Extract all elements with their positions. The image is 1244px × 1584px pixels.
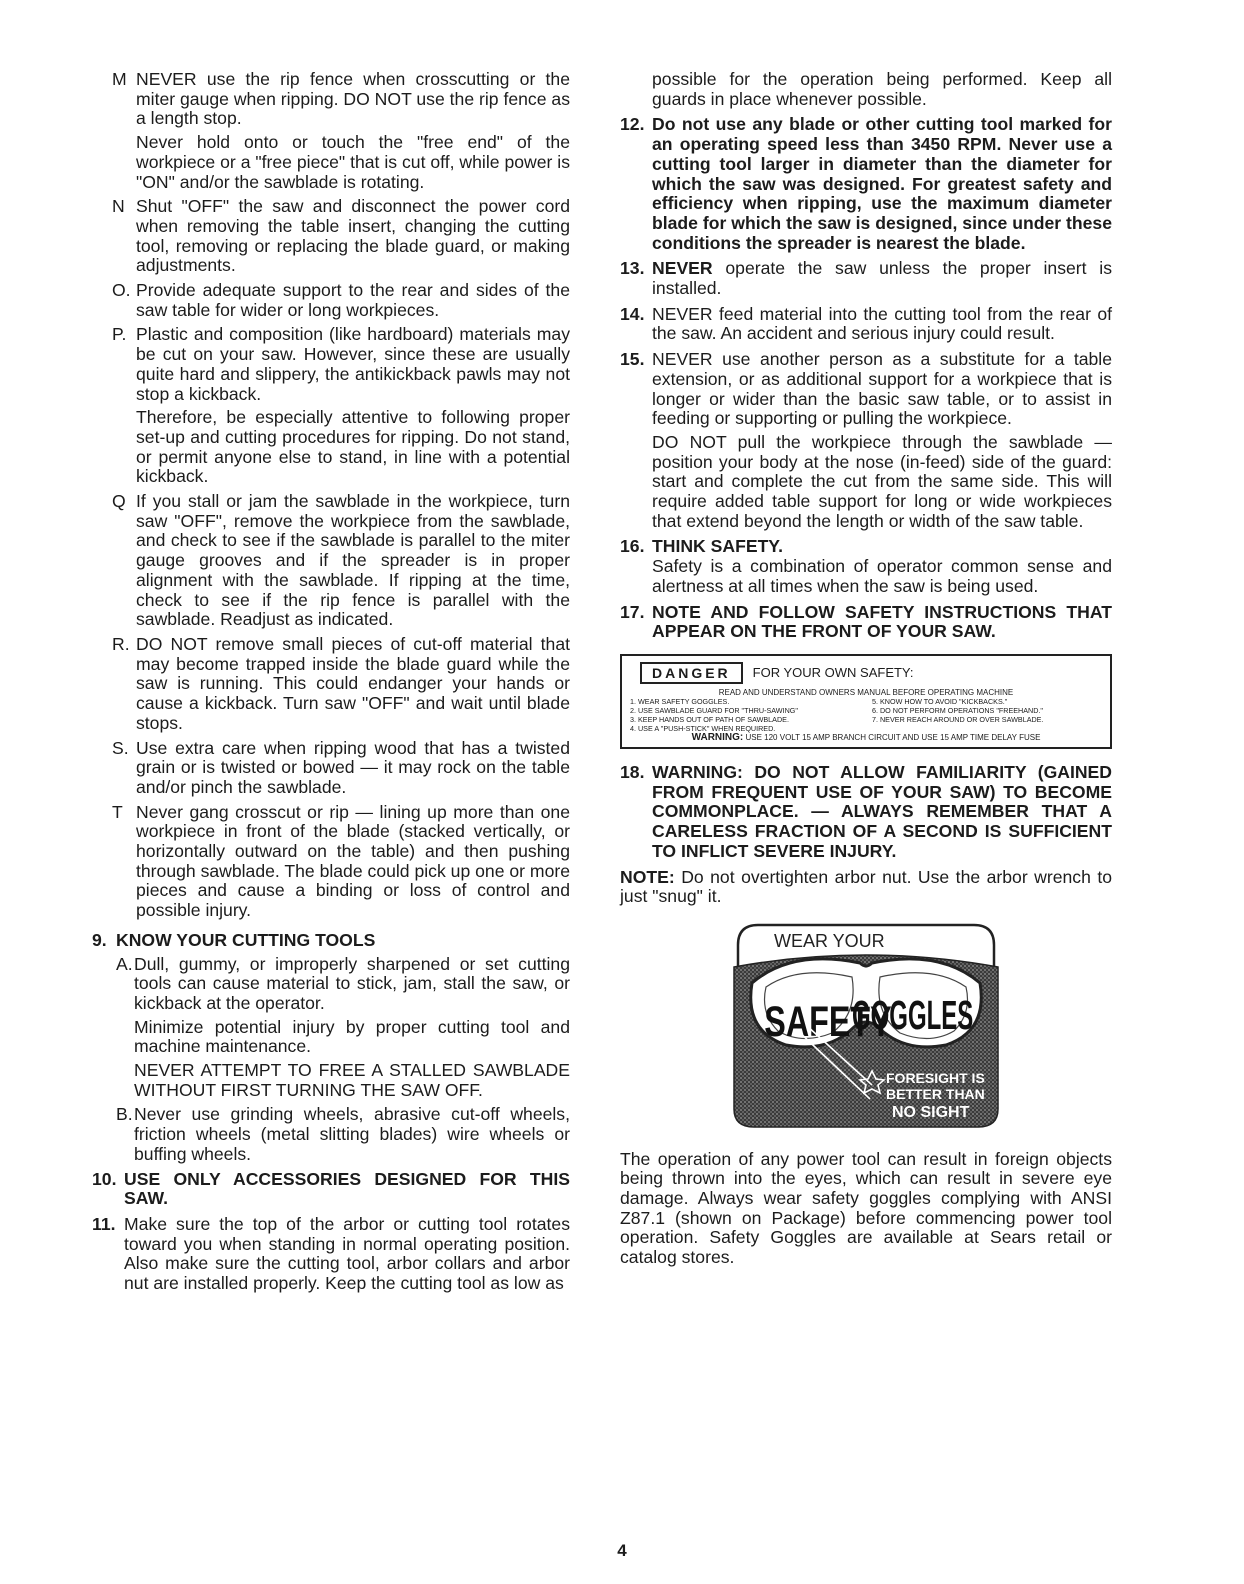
paragraph: Shut "OFF" the saw and disconnect the power cord when removing the table insert, changing the cutting tool, removing or replacing the blade guard, or making adjustments. bbox=[136, 196, 570, 276]
danger-label-box bbox=[620, 654, 1112, 749]
paragraph: NEVER ATTEMPT TO FREE A STALLED SAWBLADE WITHOUT FIRST TURNING THE SAW OFF. bbox=[134, 1060, 570, 1100]
closing-paragraph: The operation of any power tool can result in foreign objects being thrown into the eyes, which can result in severe eye damage. Always wear safety goggles complying with ANSI Z87.1 (shown on Package) before commencing power tool operation. Safety Goggles are available at Sears retail or catalog stores. bbox=[620, 1148, 1112, 1268]
numbered-item-18 bbox=[620, 763, 1112, 862]
item-q bbox=[92, 492, 570, 630]
item-text: Do not use any blade or other cutting tool marked for an operating speed less than 3450 RPM. Never use a cutting tool larger in diameter than the diameter for which the saw was designed. For greatest safety and efficiency when ripping, use the maximum diameter blade for which the saw is designed, since under these conditions the spreader is nearest the blade. bbox=[652, 114, 1112, 253]
item-marker: M bbox=[112, 69, 127, 89]
section-heading-9 bbox=[92, 931, 570, 951]
page-number: 4 bbox=[617, 1541, 627, 1560]
item-text: NEVER feed material into the cutting tool from the rear of the saw. An accident and serious injury could result. bbox=[652, 303, 1112, 344]
item-marker: Q bbox=[112, 491, 126, 512]
item-text: NOTE AND FOLLOW SAFETY INSTRUCTIONS THAT APPEAR ON THE FRONT OF YOUR SAW. bbox=[652, 601, 1112, 642]
goggle-word-goggles: GOGGLES bbox=[852, 993, 974, 1039]
item-marker: A. bbox=[116, 953, 133, 974]
danger-rules bbox=[630, 697, 1102, 733]
paragraph: NEVER use another person as a substitute for a table extension, or as additional support for a workpiece that is longer or wider than the basic saw table, or to assist in feeding or supporting or pulling the workpiece. bbox=[652, 349, 1112, 429]
item-text-rest: operate the saw unless the proper insert is installed. bbox=[652, 258, 1112, 299]
safety-goggles-graphic bbox=[732, 921, 1000, 1134]
item-text: USE ONLY ACCESSORIES DESIGNED FOR THIS SAW. bbox=[124, 1168, 570, 1209]
item-a bbox=[92, 955, 570, 1101]
item-marker: N bbox=[112, 196, 125, 217]
item-title: THINK SAFETY. bbox=[652, 536, 783, 557]
danger-read-manual: READ AND UNDERSTAND OWNERS MANUAL BEFORE OPERATING MACHINE bbox=[718, 687, 1014, 697]
danger-warning bbox=[630, 733, 1102, 742]
danger-heading: FOR YOUR OWN SAFETY: bbox=[752, 664, 914, 680]
paragraph: If you stall or jam the sawblade in the workpiece, turn saw "OFF", remove the workpiece from the sawblade, and check to see if the sawblade is parallel to the miter gauge grooves and if the spreader is in proper alignment with the sawblade. If ripping at the time, check to see if the rip fence is parallel with the sawblade. Readjust as indicated. bbox=[136, 491, 570, 630]
item-m bbox=[92, 70, 570, 192]
item-text bbox=[652, 259, 1112, 298]
danger-rule: 3. KEEP HANDS OUT OF PATH OF SAWBLADE. bbox=[630, 714, 789, 724]
left-column bbox=[92, 70, 570, 1300]
paragraph: Never gang crosscut or rip — lining up more than one workpiece in front of the blade (stacked vertically, or horizontally outward on the table) and then pushing through sawblade. The blade could pick up one or more pieces and cause a binding or loss of control and possible injury. bbox=[136, 801, 570, 921]
numbered-item-16 bbox=[620, 537, 1112, 596]
numbered-item-15 bbox=[620, 350, 1112, 531]
danger-rule: 7. NEVER REACH AROUND OR OVER SAWBLADE. bbox=[872, 714, 1044, 724]
numbered-item-17 bbox=[620, 603, 1112, 642]
paragraph: Dull, gummy, or improperly sharpened or set cutting tools can cause material to stick, jam, stall the saw, or kickback at the operator. bbox=[134, 953, 570, 1013]
danger-rule: 5. KNOW HOW TO AVOID "KICKBACKS." bbox=[872, 696, 1008, 706]
item-marker: R. bbox=[112, 633, 130, 654]
item-number: 14. bbox=[620, 303, 645, 324]
danger-rule: 4. USE A "PUSH-STICK" WHEN REQUIRED. bbox=[630, 723, 776, 733]
banner-text: WEAR YOUR bbox=[774, 930, 885, 951]
paragraph: DO NOT pull the workpiece through the sawblade — position your body at the nose (in-feed) side of the guard: start and complete the cut from the same side. This will require added table support for long or wide workpieces that extend beyond the length or width of the saw table. bbox=[652, 431, 1112, 531]
numbered-item-12 bbox=[620, 115, 1112, 253]
slogan-line-2: BETTER THAN bbox=[886, 1085, 985, 1102]
danger-rule: 2. USE SAWBLADE GUARD FOR "THRU-SAWING" bbox=[630, 705, 798, 715]
note-paragraph bbox=[620, 868, 1112, 907]
warning-text: USE 120 VOLT 15 AMP BRANCH CIRCUIT AND USE 15 AMP TIME DELAY FUSE bbox=[743, 732, 1041, 742]
numbered-item-13 bbox=[620, 259, 1112, 298]
danger-rule bbox=[872, 724, 1102, 733]
item-text: Safety is a combination of operator common sense and alertness at all times when the saw is being used. bbox=[652, 556, 1112, 596]
item-o bbox=[92, 281, 570, 320]
paragraph: Never hold onto or touch the "free end" of the workpiece or a "free piece" that is cut off, while power is "ON" and/or the sawblade is rotating. bbox=[136, 132, 570, 192]
goggles-illustration bbox=[732, 921, 1000, 1129]
emphasis: NEVER bbox=[652, 258, 713, 279]
danger-rule: 6. DO NOT PERFORM OPERATIONS "FREEHAND." bbox=[872, 705, 1043, 715]
paragraph: Minimize potential injury by proper cutting tool and machine maintenance. bbox=[134, 1016, 570, 1057]
paragraph: Therefore, be especially attentive to following proper set-up and cutting procedures for ripping. Do not stand, or permit anyone else to stand, in line with a potential kickback. bbox=[136, 407, 570, 487]
slogan-line-1: FORESIGHT IS bbox=[886, 1069, 985, 1086]
item-number: 16. bbox=[620, 536, 645, 557]
item-s bbox=[92, 739, 570, 798]
item-n bbox=[92, 197, 570, 276]
item-t bbox=[92, 803, 570, 921]
item-number: 18. bbox=[620, 761, 645, 782]
item-marker: B. bbox=[116, 1104, 133, 1125]
numbered-item-10 bbox=[92, 1170, 570, 1209]
note-label: NOTE: bbox=[620, 866, 675, 887]
item-text: Make sure the top of the arbor or cutting tool rotates toward you when standing in normal operating position. Also make sure the cutting tool, arbor collars and arbor nut are installed properly. Keep the cutting tool as low as bbox=[124, 1213, 570, 1294]
danger-rule: 1. WEAR SAFETY GOGGLES. bbox=[630, 696, 730, 706]
numbered-item-11-continued bbox=[620, 70, 1112, 109]
section-title: KNOW YOUR CUTTING TOOLS bbox=[116, 929, 376, 950]
paragraph: Use extra care when ripping wood that has a twisted grain or is twisted or bowed — it may rock on the table and/or pinch the sawblade. bbox=[136, 737, 570, 797]
danger-badge: DANGER bbox=[640, 662, 743, 684]
paragraph: DO NOT remove small pieces of cut-off material that may become trapped inside the blade guard while the saw is running. This could endanger your hands or cause a kickback. Turn saw "OFF" and wait until blade stops. bbox=[136, 633, 570, 733]
slogan-line-3: NO SIGHT bbox=[892, 1103, 970, 1121]
right-column bbox=[620, 70, 1112, 1278]
item-number: 12. bbox=[620, 114, 645, 135]
paragraph: Plastic and composition (like hardboard) materials may be cut on your saw. However, since these are usually quite hard and slippery, the antikickback pawls may not stop a kickback. bbox=[136, 324, 570, 404]
section-number: 9. bbox=[92, 929, 107, 950]
note-text: Do not overtighten arbor nut. Use the arbor wrench to just "snug" it. bbox=[620, 866, 1112, 907]
numbered-item-14 bbox=[620, 305, 1112, 344]
numbered-item-11 bbox=[92, 1215, 570, 1294]
item-number: 13. bbox=[620, 258, 645, 279]
goggle-word-safety: SAFETY bbox=[764, 997, 892, 1045]
paragraph: Provide adequate support to the rear and sides of the saw table for wider or long workpieces. bbox=[136, 280, 570, 320]
warning-label: WARNING: bbox=[691, 731, 744, 743]
paragraph: NEVER use the rip fence when crosscutting or the miter gauge when ripping. DO NOT use the rip fence as a length stop. bbox=[136, 69, 570, 129]
item-b bbox=[92, 1105, 570, 1164]
danger-header bbox=[630, 662, 1102, 684]
item-text: WARNING: DO NOT ALLOW FAMILIARITY (GAINED FROM FREQUENT USE OF YOUR SAW) TO BECOME COMMONPLACE. — ALWAYS REMEMBER THAT A CARELESS FRACTION OF A SECOND IS SUFFICIENT TO INFLICT SEVERE INJURY. bbox=[652, 761, 1112, 861]
item-marker: T bbox=[112, 801, 123, 822]
paragraph: Never use grinding wheels, abrasive cut-off wheels, friction wheels (metal slitting blades) wire wheels or buffing wheels. bbox=[134, 1104, 570, 1164]
item-number: 15. bbox=[620, 349, 645, 370]
item-marker: O. bbox=[112, 280, 131, 301]
item-number: 10. bbox=[92, 1168, 117, 1189]
item-text: possible for the operation being performed. Keep all guards in place whenever possible. bbox=[652, 69, 1112, 109]
item-r bbox=[92, 635, 570, 734]
item-p bbox=[92, 325, 570, 487]
item-marker: S. bbox=[112, 737, 129, 758]
item-number: 17. bbox=[620, 601, 645, 622]
item-number: 11. bbox=[92, 1213, 116, 1234]
item-marker: P. bbox=[112, 324, 127, 345]
